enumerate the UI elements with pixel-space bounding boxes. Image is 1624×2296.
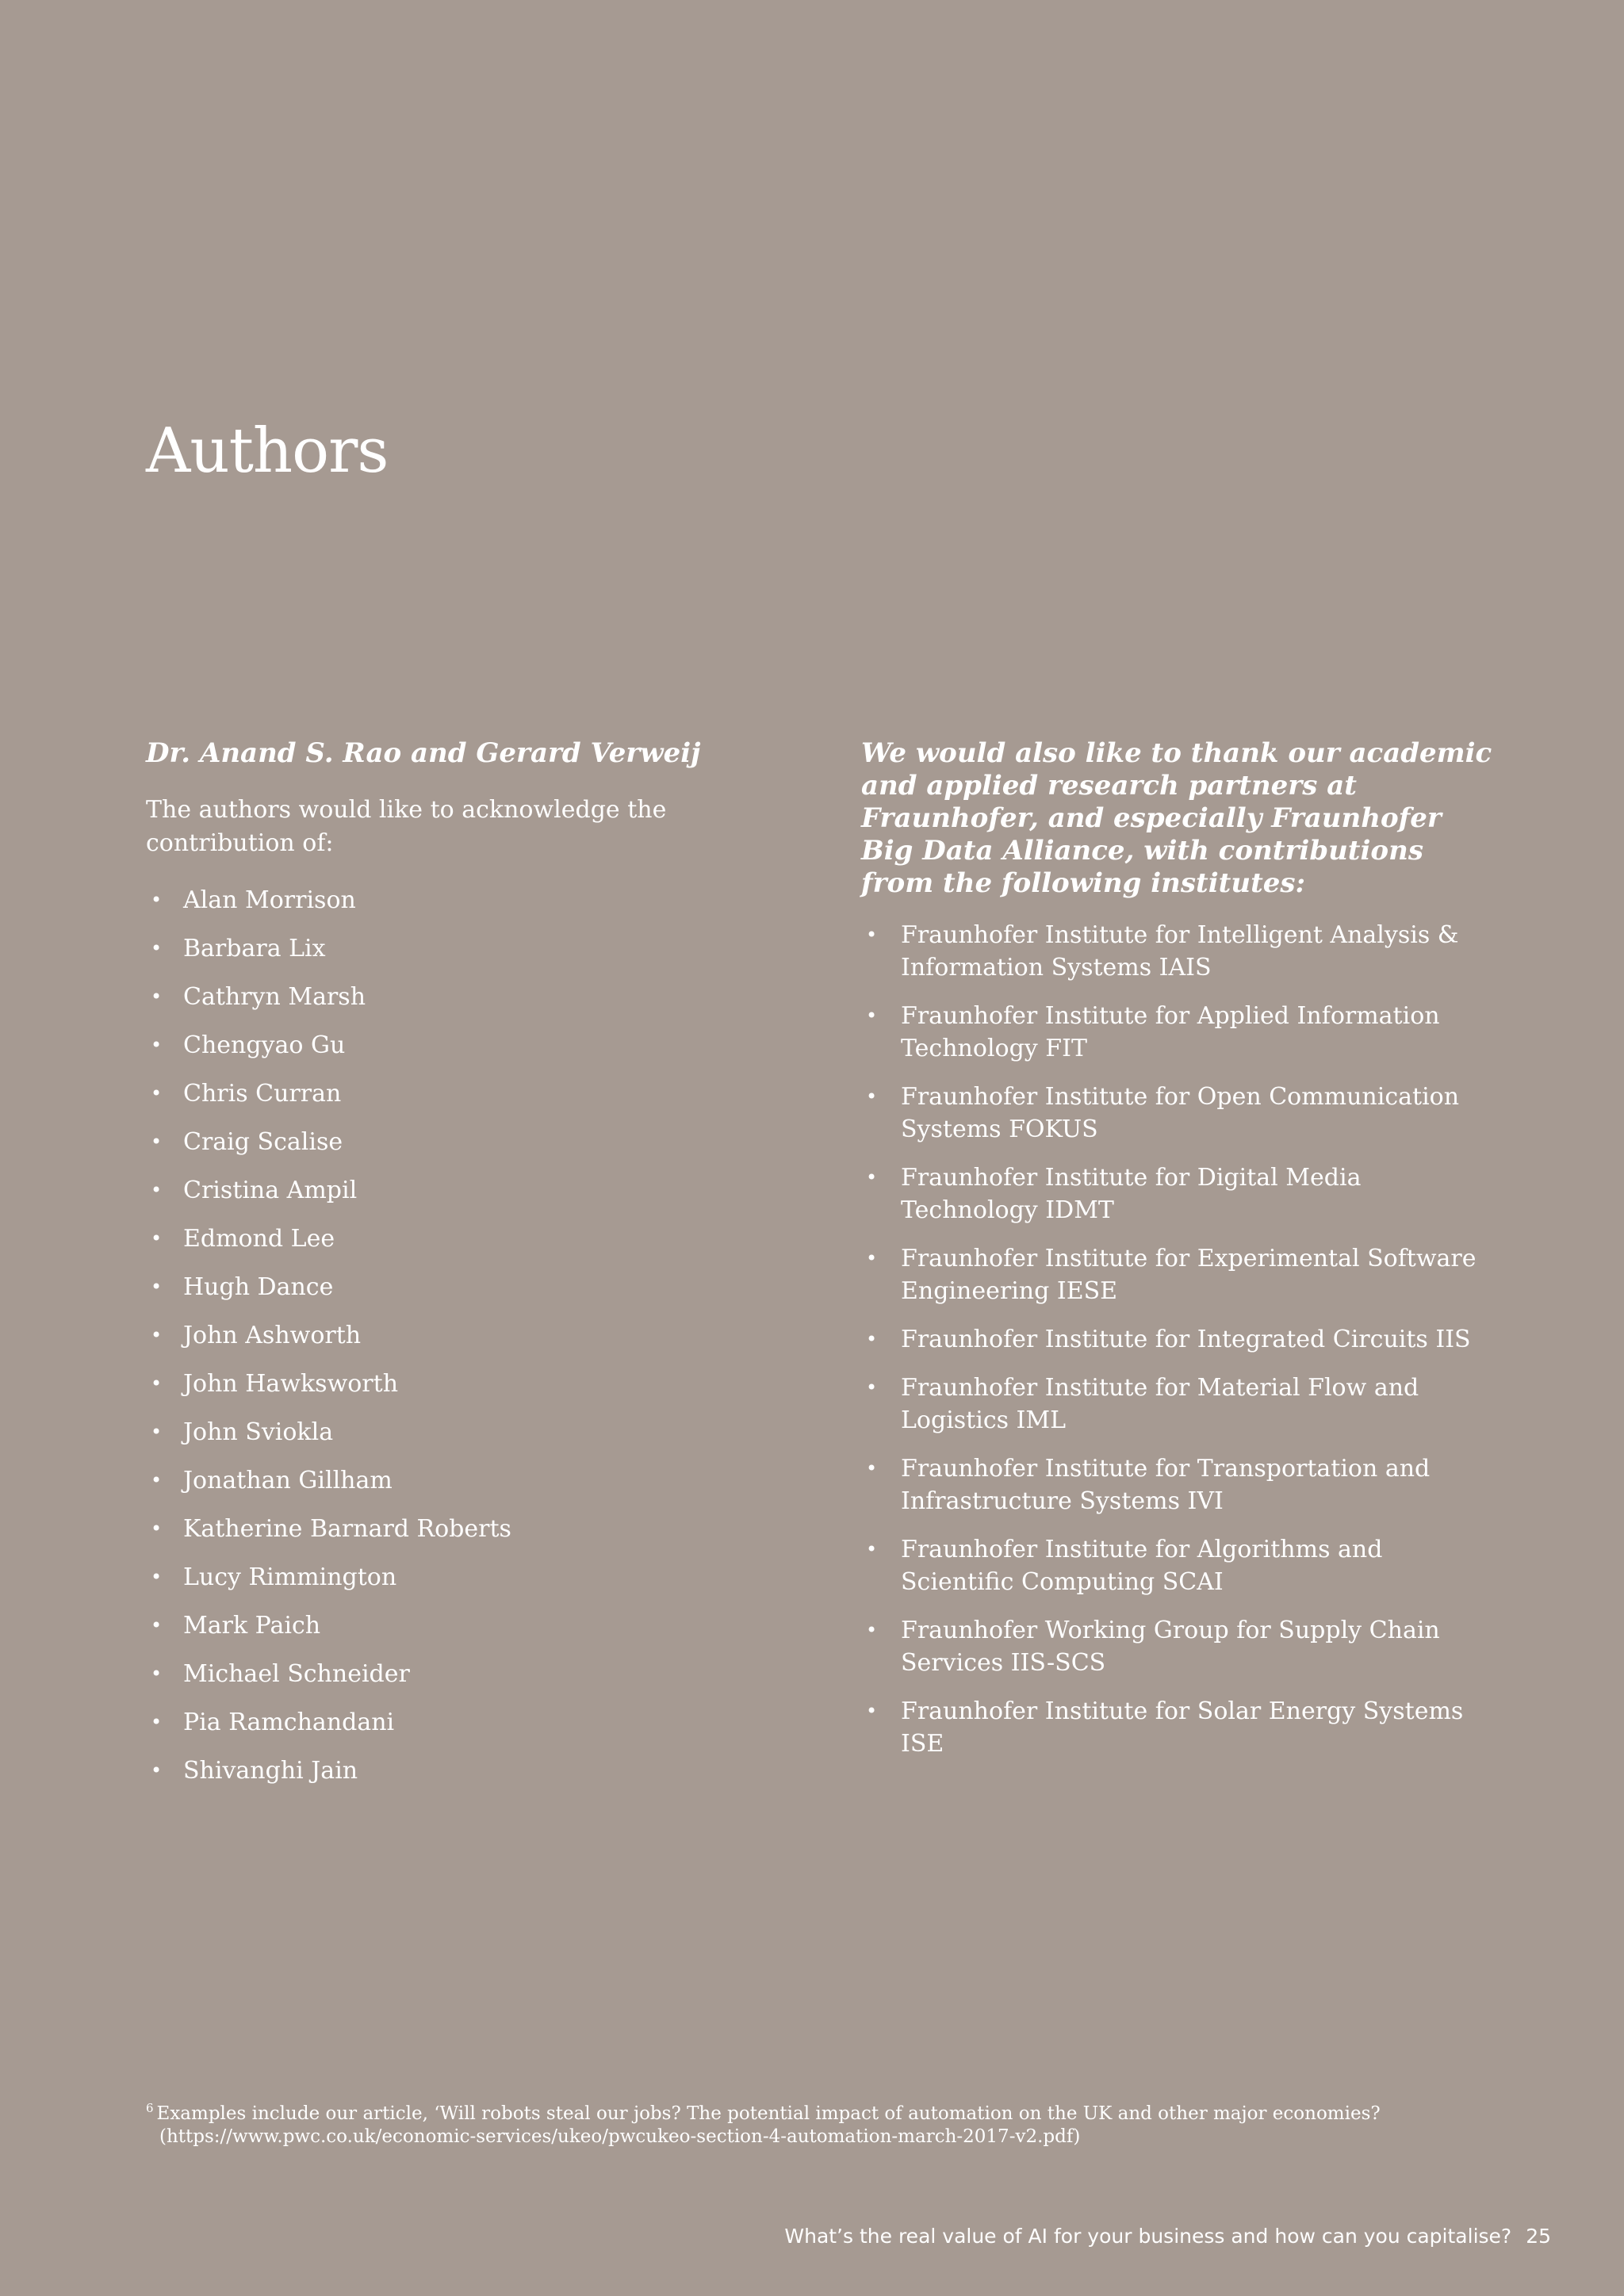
- contributor-item-text: Alan Morrison: [183, 886, 356, 914]
- contributor-item: [146, 876, 749, 924]
- institute-item-text: Fraunhofer Institute for Algorithms and Scientific Computing SCAI: [901, 1536, 1383, 1596]
- contributor-item-text: Katherine Barnard Roberts: [183, 1515, 511, 1543]
- contributor-item: [146, 1553, 749, 1601]
- institute-item: [861, 1695, 1496, 1760]
- contributor-item-text: Chengyao Gu: [183, 1031, 346, 1059]
- institute-item-text: Fraunhofer Institute for Open Communication Systems FOKUS: [901, 1083, 1460, 1143]
- contributor-item: [146, 1505, 749, 1553]
- bullet-icon: •: [866, 1376, 878, 1399]
- bullet-icon: •: [151, 985, 163, 1008]
- bullet-icon: •: [151, 1469, 163, 1491]
- contributor-item: [146, 1021, 749, 1070]
- institute-item-text: Fraunhofer Institute for Solar Energy Systems ISE: [901, 1697, 1464, 1758]
- contributor-item-text: Lucy Rimmington: [183, 1563, 397, 1591]
- contributor-item-text: Shivanghi Jain: [183, 1757, 358, 1785]
- contributor-item-text: Craig Scalise: [183, 1128, 343, 1156]
- footnote-url: (https://www.pwc.co.uk/economic-services/ukeo/pwcukeo-section-4-automation-march-2017-v2.pdf): [159, 2126, 1081, 2147]
- bullet-icon: •: [866, 1700, 878, 1722]
- partners-column: [861, 737, 1496, 1776]
- bullet-icon: •: [151, 1324, 163, 1346]
- authors-heading: Dr. Anand S. Rao and Gerard Verweij: [146, 737, 701, 769]
- bullet-icon: •: [151, 1082, 163, 1104]
- footnote-text: Examples include our article, ‘Will robots steal our jobs? The potential impact of automation on the UK and other major economies?: [156, 2103, 1381, 2124]
- contributor-item-text: Jonathan Gillham: [183, 1467, 393, 1494]
- institute-item-text: Fraunhofer Institute for Digital Media Technology IDMT: [901, 1164, 1362, 1224]
- institute-item: [861, 1614, 1496, 1679]
- bullet-icon: •: [866, 1328, 878, 1350]
- contributor-item-text: Cathryn Marsh: [183, 983, 366, 1011]
- bullet-icon: •: [866, 924, 878, 946]
- bullet-icon: •: [151, 1421, 163, 1443]
- institute-item-text: Fraunhofer Institute for Intelligent Analysis & Information Systems IAIS: [901, 921, 1459, 982]
- institute-item: [861, 1533, 1496, 1598]
- institute-item-text: Fraunhofer Working Group for Supply Chain Services IIS-SCS: [901, 1617, 1440, 1677]
- footnote-marker: 6: [146, 2101, 154, 2116]
- bullet-icon: •: [151, 1614, 163, 1636]
- bullet-icon: •: [151, 1663, 163, 1685]
- bullet-icon: •: [151, 1034, 163, 1056]
- institute-item-text: Fraunhofer Institute for Material Flow and Logistics IML: [901, 1374, 1419, 1434]
- partners-heading: We would also like to thank our academic and applied research partners at Fraunhofer, and especially Fraunhofer Big Data Alliance, with contributions from the following institutes:: [861, 737, 1492, 899]
- bullet-icon: •: [151, 1227, 163, 1249]
- bullet-icon: •: [866, 1457, 878, 1479]
- institute-item-text: Fraunhofer Institute for Transportation and Infrastructure Systems IVI: [901, 1455, 1431, 1515]
- contributor-item: [146, 1650, 749, 1698]
- institute-item: [861, 1323, 1496, 1356]
- bullet-icon: •: [151, 1372, 163, 1395]
- contributor-item-text: Pia Ramchandani: [183, 1709, 395, 1736]
- bullet-icon: •: [866, 1004, 878, 1027]
- contributor-item-text: Chris Curran: [183, 1080, 342, 1108]
- footnote: [146, 2103, 1494, 2149]
- bullet-icon: •: [151, 1566, 163, 1588]
- footer-title: What’s the real value of AI for your business and how can you capitalise?: [784, 2225, 1512, 2248]
- contributor-item: [146, 1166, 749, 1215]
- contributor-item: [146, 973, 749, 1021]
- institute-item-text: Fraunhofer Institute for Applied Information Technology FIT: [901, 1002, 1440, 1062]
- page-title: Authors: [146, 415, 389, 487]
- contributor-item: [146, 924, 749, 973]
- institute-item: [861, 1452, 1496, 1517]
- bullet-icon: •: [866, 1538, 878, 1560]
- contributor-item: [146, 1311, 749, 1360]
- institute-item: [861, 1000, 1496, 1065]
- contributor-item-text: John Sviokla: [183, 1418, 334, 1446]
- contributor-item: [146, 1601, 749, 1650]
- institute-item-text: Fraunhofer Institute for Integrated Circuits IIS: [901, 1326, 1471, 1353]
- contributor-item: [146, 1263, 749, 1311]
- bullet-icon: •: [151, 1711, 163, 1733]
- bullet-icon: •: [151, 889, 163, 911]
- page-number: 25: [1526, 2225, 1551, 2248]
- contributor-item-text: Mark Paich: [183, 1612, 321, 1640]
- bullet-icon: •: [151, 1759, 163, 1781]
- authors-column: [146, 737, 749, 1795]
- contributor-item-text: John Ashworth: [183, 1322, 362, 1349]
- institute-item: [861, 1081, 1496, 1146]
- contributor-item-text: Hugh Dance: [183, 1273, 334, 1301]
- contributor-item: [146, 1070, 749, 1118]
- contributor-item-text: Barbara Lix: [183, 935, 326, 962]
- bullet-icon: •: [151, 1131, 163, 1153]
- institutes-list: [861, 919, 1496, 1760]
- institute-item-text: Fraunhofer Institute for Experimental Software Engineering IESE: [901, 1245, 1477, 1305]
- bullet-icon: •: [866, 1619, 878, 1641]
- contributor-item: [146, 1215, 749, 1263]
- acknowledgement-intro: The authors would like to acknowledge the contribution of:: [146, 796, 667, 857]
- contributors-list: [146, 876, 749, 1795]
- contributor-item: [146, 1118, 749, 1166]
- institute-item: [861, 1161, 1496, 1226]
- contributor-item-text: John Hawksworth: [183, 1370, 399, 1398]
- bullet-icon: •: [151, 1179, 163, 1201]
- contributor-item: [146, 1747, 749, 1795]
- bullet-icon: •: [151, 1276, 163, 1298]
- contributor-item-text: Edmond Lee: [183, 1225, 335, 1253]
- bullet-icon: •: [866, 1247, 878, 1269]
- contributor-item-text: Michael Schneider: [183, 1660, 410, 1688]
- bullet-icon: •: [151, 937, 163, 959]
- page-footer: [784, 2225, 1551, 2248]
- institute-item: [861, 1242, 1496, 1307]
- contributor-item: [146, 1698, 749, 1747]
- contributor-item: [146, 1456, 749, 1505]
- institute-item: [861, 919, 1496, 984]
- contributor-item: [146, 1360, 749, 1408]
- institute-item: [861, 1372, 1496, 1437]
- bullet-icon: •: [866, 1085, 878, 1108]
- bullet-icon: •: [151, 1517, 163, 1540]
- bullet-icon: •: [866, 1166, 878, 1188]
- contributor-item: [146, 1408, 749, 1456]
- contributor-item-text: Cristina Ampil: [183, 1177, 358, 1204]
